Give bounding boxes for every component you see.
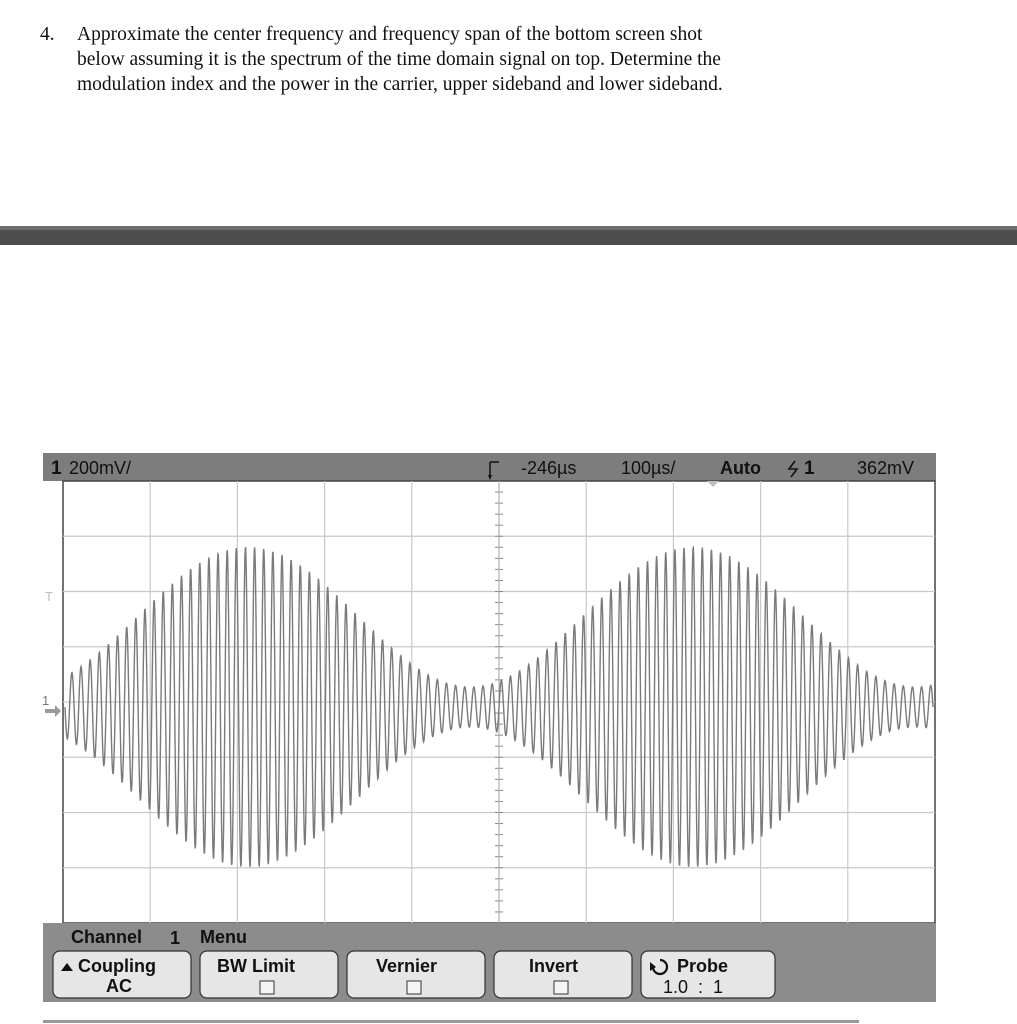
question-number: 4.: [40, 24, 55, 45]
trigger-mode: Auto: [720, 458, 761, 478]
channel-ground-marker: 1: [42, 693, 50, 708]
vernier-softkey[interactable]: [347, 951, 485, 998]
time-offset: -246µs: [521, 458, 577, 478]
trigger-level: 362mV: [857, 458, 915, 478]
question-line: modulation index and the power in the carrier, upper sideband and lower sideband.: [77, 74, 723, 95]
coupling-softkey[interactable]: [53, 951, 191, 998]
coupling-label: Coupling: [78, 956, 156, 976]
bottom-divider-line: [43, 1020, 859, 1023]
channel-number: 1: [51, 458, 62, 479]
bw-limit-label: BW Limit: [217, 956, 295, 976]
section-divider-bar: [0, 226, 1017, 245]
probe-value: 1.0 : 1: [663, 977, 724, 997]
oscilloscope-display: [43, 453, 936, 1002]
vernier-checkbox[interactable]: [407, 981, 421, 994]
probe-label: Probe: [677, 956, 729, 976]
question-line: Approximate the center frequency and frequency span of the bottom screen shot: [77, 24, 703, 45]
menu-title-prefix: Channel: [71, 927, 143, 947]
probe-softkey[interactable]: [641, 951, 775, 998]
invert-label: Invert: [529, 956, 579, 976]
question-text: [77, 22, 877, 97]
menu-title-channel: 1: [170, 928, 181, 948]
menu-title-suffix: Menu: [200, 927, 247, 947]
trigger-source: 1: [804, 458, 815, 479]
bw-limit-softkey[interactable]: [200, 951, 338, 998]
invert-softkey[interactable]: [494, 951, 632, 998]
oscilloscope-screenshot: [43, 453, 936, 1002]
time-scale: 100µs/: [621, 458, 676, 478]
invert-checkbox[interactable]: [554, 981, 568, 994]
channel-scale: 200mV/: [69, 458, 132, 478]
vernier-label: Vernier: [376, 956, 438, 976]
bw-limit-checkbox[interactable]: [260, 981, 274, 994]
question-line: below assuming it is the spectrum of the time domain signal on top. Determine the: [77, 49, 721, 70]
coupling-value: AC: [106, 976, 132, 996]
trigger-level-marker: T: [45, 589, 53, 604]
